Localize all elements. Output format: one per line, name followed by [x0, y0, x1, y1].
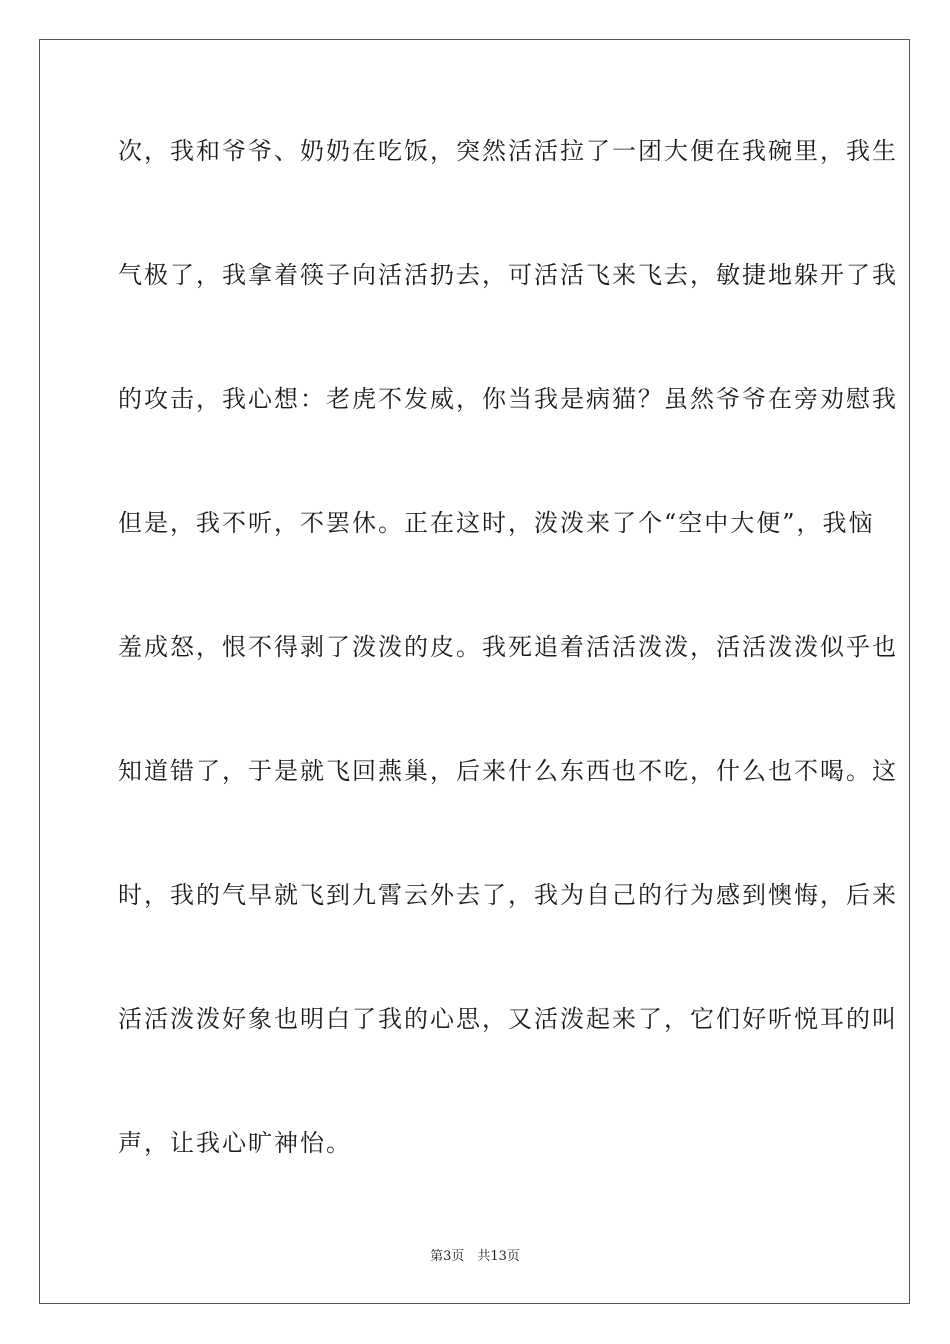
body-text-line-2: 气极了，我拿着筷子向活活扔去，可活活飞来飞去，敏捷地躲开了我	[118, 261, 898, 289]
body-text-line-8: 活活泼泼好象也明白了我的心思，又活泼起来了，它们好听悦耳的叫	[118, 1005, 898, 1033]
page-border	[39, 39, 910, 1304]
body-text-line-1: 次，我和爷爷、奶奶在吃饭，突然活活拉了一团大便在我碗里，我生	[118, 137, 898, 165]
body-text-line-6: 知道错了，于是就飞回燕巢，后来什么东西也不吃，什么也不喝。这	[118, 757, 898, 785]
body-text-line-3: 的攻击，我心想：老虎不发威，你当我是病猫？虽然爷爷在旁劝慰我	[118, 385, 898, 413]
body-text-line-4: 但是，我不听，不罢休。正在这时，泼泼来了个“空中大便”，我恼	[118, 509, 875, 537]
page-number-footer: 第3页 共13页	[430, 1249, 520, 1264]
body-text-line-7: 时，我的气早就飞到九霄云外去了，我为自己的行为感到懊悔，后来	[118, 881, 898, 909]
body-text-line-5: 羞成怒，恨不得剥了泼泼的皮。我死追着活活泼泼，活活泼泼似乎也	[118, 633, 898, 661]
body-text-line-9: 声，让我心旷神怡。	[118, 1129, 352, 1157]
